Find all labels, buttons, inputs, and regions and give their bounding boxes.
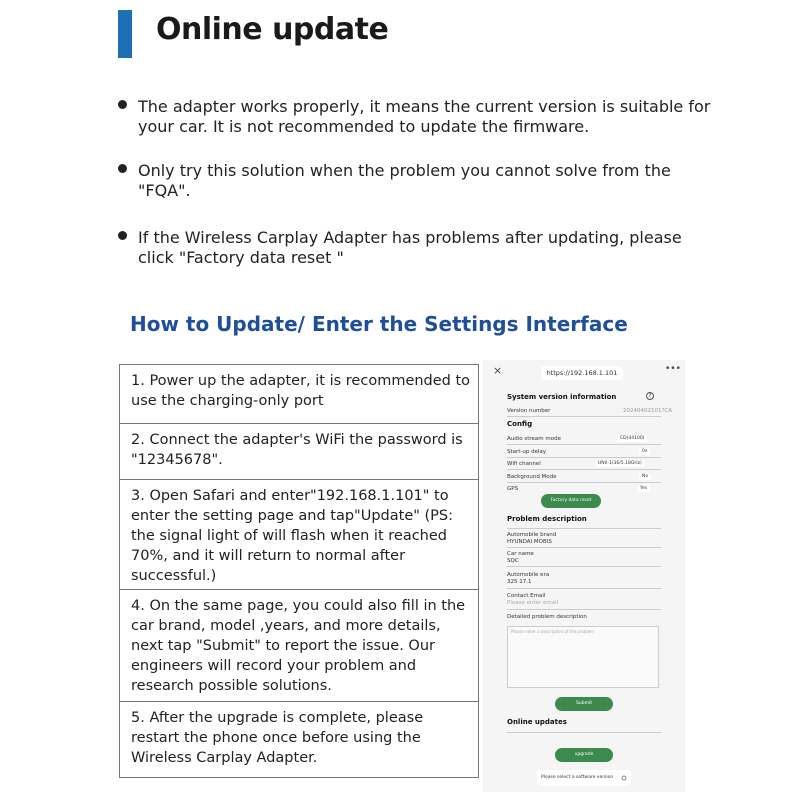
submit-button[interactable]: Submit	[555, 697, 613, 711]
divider	[507, 547, 661, 548]
bullet-item	[118, 161, 718, 201]
step-row: 5. After the upgrade is complete, please restart the phone once before using the Wireless Carplay Adapter.	[120, 701, 478, 777]
config-select[interactable]: 0s	[639, 448, 650, 455]
phone-screenshot	[483, 360, 685, 792]
software-version-label: Please select a software version	[541, 775, 614, 780]
config-select[interactable]: Yes	[637, 485, 650, 492]
steps-table	[119, 364, 479, 778]
config-label: Wifi channel	[507, 461, 541, 467]
detailed-description-textarea[interactable]	[507, 626, 659, 688]
step-row: 1. Power up the adapter, it is recommended to use the charging-only port	[131, 373, 471, 409]
bullet-dot-icon	[118, 100, 127, 109]
automobile-brand-field[interactable]: HYUNDAI MOBIS	[507, 539, 552, 545]
online-updates-title: Online updates	[507, 718, 567, 726]
config-select[interactable]: CD(44100)	[617, 435, 647, 442]
help-icon[interactable]: ?	[646, 392, 654, 400]
config-label: Audio stream mode	[507, 436, 562, 442]
divider	[507, 588, 661, 589]
detailed-description-label: Detailed problem description	[507, 614, 587, 620]
close-icon[interactable]: ×	[493, 364, 503, 377]
divider	[507, 416, 661, 417]
bullet-item	[118, 97, 718, 137]
car-name-field[interactable]: SQC	[507, 558, 519, 564]
more-icon[interactable]: •••	[665, 364, 681, 374]
browser-url-bar	[483, 360, 685, 384]
upgrade-button[interactable]: upgrade	[555, 748, 613, 762]
problem-title: Problem description	[507, 515, 587, 523]
divider	[507, 732, 661, 733]
automobile-era-label: Automobile era	[507, 572, 550, 578]
config-label: Background Mode	[507, 474, 557, 480]
bullet-text: The adapter works properly, it means the current version is suitable for your car. It is not recommended to update the firmware.	[138, 97, 711, 136]
divider	[507, 609, 661, 610]
config-select[interactable]: UNII-1(36/5.18GHz)	[595, 460, 645, 467]
software-version-select[interactable]	[537, 770, 631, 786]
divider	[507, 528, 661, 529]
automobile-era-field[interactable]: 325 17.1	[507, 579, 532, 585]
car-name-label: Car name	[507, 551, 534, 557]
title-accent-bar	[118, 10, 132, 58]
bullet-item	[118, 228, 718, 268]
automobile-brand-label: Automobile brand	[507, 532, 557, 538]
section-heading: How to Update/ Enter the Settings Interface	[130, 312, 628, 336]
version-label: Version number	[507, 408, 551, 414]
circle-icon	[621, 775, 627, 781]
contact-email-field[interactable]: Please enter email	[507, 600, 559, 606]
step-row: 2. Connect the adapter's WiFi the password is "12345678".	[120, 423, 478, 479]
contact-email-label: Contact Email	[507, 593, 546, 599]
divider	[507, 457, 661, 458]
divider	[507, 444, 661, 445]
textarea-placeholder: Please enter a description of the problem	[511, 629, 594, 634]
url-field[interactable]: https://192.168.1.101	[541, 366, 623, 380]
bullet-text: If the Wireless Carplay Adapter has problems after updating, please click "Factory data reset "	[138, 228, 682, 267]
config-select[interactable]: No	[639, 473, 651, 480]
page-title: Online update	[156, 12, 389, 47]
config-label: Start-up delay	[507, 449, 547, 455]
bullet-dot-icon	[118, 231, 127, 240]
factory-reset-button[interactable]: Factory data reset	[541, 494, 601, 508]
bullet-text: Only try this solution when the problem you cannot solve from the "FQA".	[138, 161, 671, 200]
system-version-title: System version information	[507, 393, 617, 401]
step-row: 3. Open Safari and enter"192.168.1.101" to enter the setting page and tap"Update" (PS: the signal light of will flash when it reached 70%, and it will return to normal after successful.)	[120, 479, 478, 589]
bullet-dot-icon	[118, 164, 127, 173]
version-value: 20240402101?CA	[623, 408, 673, 414]
config-label: GPS	[507, 486, 519, 492]
step-row: 4. On the same page, you could also fill in the car brand, model ,years, and more details, next tap "Submit" to report the issue. Our engineers will record your problem and research possible solutions.	[120, 589, 478, 701]
config-title: Config	[507, 420, 533, 428]
divider	[507, 469, 661, 470]
divider	[507, 566, 661, 567]
divider	[507, 482, 661, 483]
